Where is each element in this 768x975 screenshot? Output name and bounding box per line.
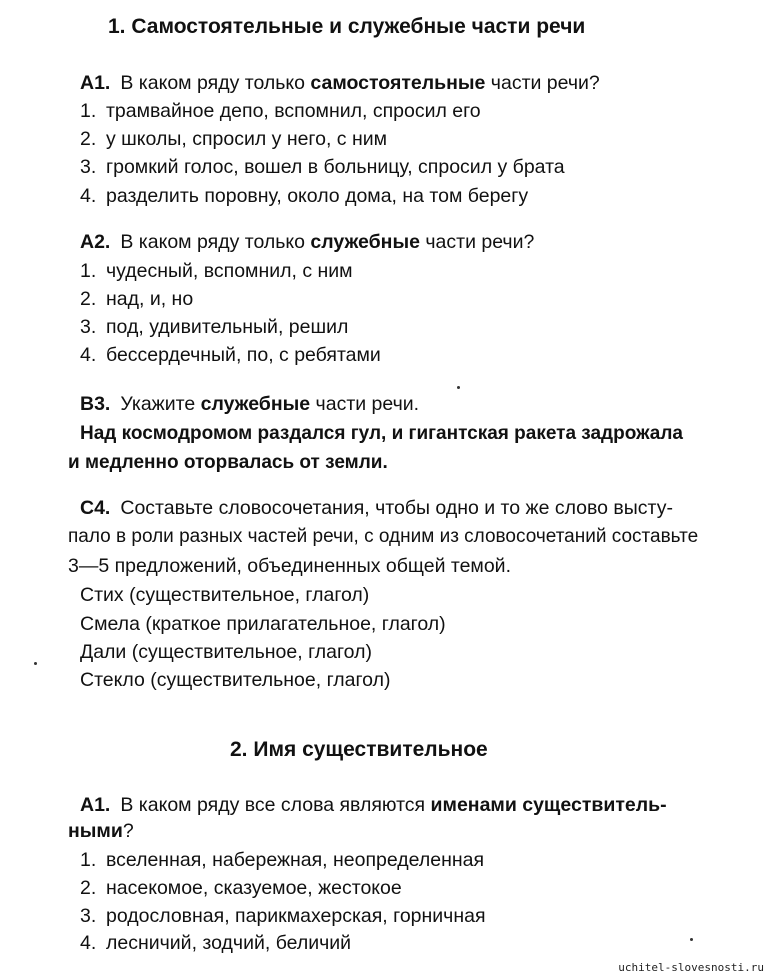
s1-a2-label: А2. <box>80 231 111 253</box>
s1-c4-line-1: С4. Составьте словосочетания, чтобы одно и то же слово высту- <box>80 497 673 519</box>
s1-a1-option-4: 4. разделить поровну, около дома, на том берегу <box>80 185 529 207</box>
s1-a2-option-3: 3. под, удивительный, решил <box>80 316 349 338</box>
s1-c4-word-2: Смела (краткое прилагательное, глагол) <box>80 613 446 635</box>
s2-a1-option-2: 2. насекомое, сказуемое, жестокое <box>80 877 402 899</box>
watermark: uchitel-slovesnosti.ru <box>618 961 764 974</box>
s1-a2-option-1: 1. чудесный, вспомнил, с ним <box>80 260 353 282</box>
s1-b3-sentence-line-1: Над космодромом раздался гул, и гигантская ракета задрожала <box>80 423 683 444</box>
s1-a1-option-3: 3. громкий голос, вошел в больницу, спросил у брата <box>80 156 565 178</box>
section-2-title: 2. Имя существительное <box>230 738 488 761</box>
s1-a2-option-4: 4. бессердечный, по, с ребятами <box>80 344 381 366</box>
section-1-title: 1. Самостоятельные и служебные части речи <box>108 15 586 38</box>
s1-a1-label: А1. <box>80 72 111 94</box>
s2-a1-label: А1. <box>80 794 111 816</box>
s2-a1-question-line-2: ными? <box>68 820 134 842</box>
s1-a1-question: А1. В каком ряду только самостоятельные части речи? <box>80 72 600 94</box>
s1-c4-word-1: Стих (существительное, глагол) <box>80 584 370 606</box>
s1-c4-word-3: Дали (существительное, глагол) <box>80 641 372 663</box>
s1-a2-question: А2. В каком ряду только служебные части речи? <box>80 231 535 253</box>
s1-c4-label: С4. <box>80 497 111 519</box>
s1-a1-option-2: 2. у школы, спросил у него, с ним <box>80 128 388 150</box>
s1-c4-line-2: пало в роли разных частей речи, с одним из словосочетаний составьте <box>68 526 699 547</box>
s2-a1-question-line-1: А1. В каком ряду все слова являются именами существитель- <box>80 794 667 816</box>
scan-speck <box>457 386 460 389</box>
s1-c4-word-4: Стекло (существительное, глагол) <box>80 669 391 691</box>
s1-b3-sentence-line-2: и медленно оторвалась от земли. <box>68 452 388 473</box>
s1-b3-label: В3. <box>80 393 111 415</box>
s1-b3-question: В3. Укажите служебные части речи. <box>80 393 420 415</box>
s1-a2-option-2: 2. над, и, но <box>80 288 194 310</box>
s1-c4-line-3: 3—5 предложений, объединенных общей темой. <box>68 555 511 577</box>
s1-a1-option-1: 1. трамвайное депо, вспомнил, спросил его <box>80 100 481 122</box>
s2-a1-option-1: 1. вселенная, набережная, неопределенная <box>80 849 485 871</box>
scan-speck <box>690 938 693 941</box>
s2-a1-option-4: 4. лесничий, зодчий, беличий <box>80 932 352 954</box>
s2-a1-option-3: 3. родословная, парикмахерская, горничная <box>80 905 486 927</box>
scan-speck <box>34 662 37 665</box>
